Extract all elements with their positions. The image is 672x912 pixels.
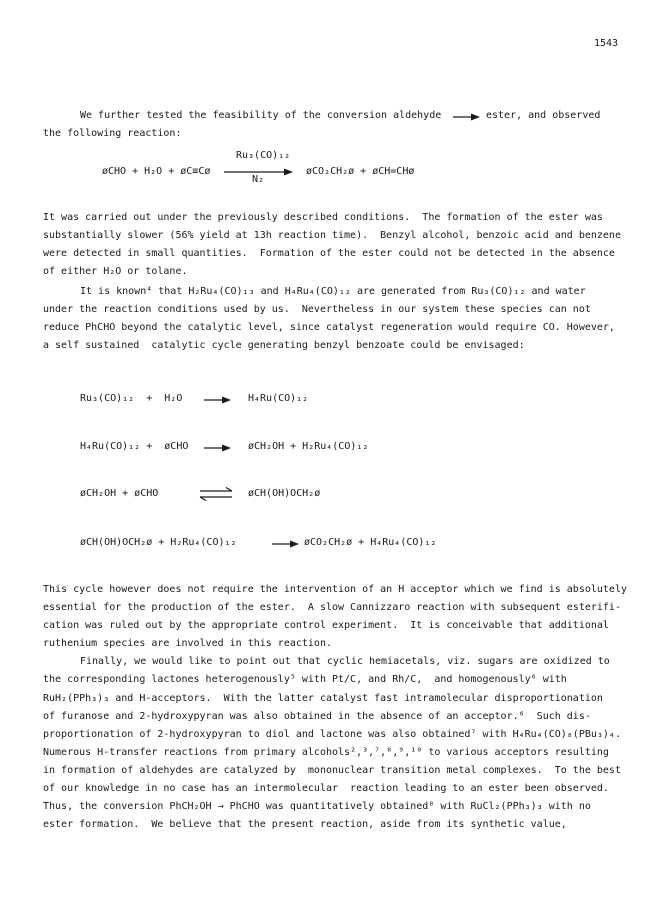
cycle-step-1-arrow-icon <box>204 396 232 404</box>
equilibrium-arrow-icon <box>198 487 234 501</box>
para2-line: reduce PhCHO beyond the catalytic level, since catalyst regeneration would require CO. However, <box>43 322 615 333</box>
para1-line: substantially slower (56% yield at 13h reaction time). Benzyl alcohol, benzoic acid and benzene <box>43 230 621 241</box>
page-number: 1543 <box>594 38 619 49</box>
reaction1-catalyst-top: Ru₃(CO)₁₂ <box>236 150 291 161</box>
intro-line-2: the following reaction: <box>43 128 182 139</box>
para2-line: under the reaction conditions used by us. Nevertheless in our system these species can not <box>43 304 591 315</box>
para3-line: ruthenium species are involved in this reaction. <box>43 638 332 649</box>
para4-line: ester formation. We believe that the present reaction, aside from its synthetic value, <box>43 819 567 830</box>
cycle-step-3-right: øCH(OH)OCH₂ø <box>248 488 321 499</box>
para3-line: This cycle however does not require the intervention of an H acceptor which we find is absolutely <box>43 584 627 595</box>
cycle-step-2-left: H₄Ru(CO)₁₂ + øCHO <box>80 441 189 452</box>
cycle-step-1-left: Ru₃(CO)₁₂ + H₂O <box>80 393 183 404</box>
reaction1-catalyst-bottom: N₂ <box>252 174 265 185</box>
para4-line: the corresponding lactones heterogenously⁵ with Pt/C, and Rh/C, and homogenously⁶ with <box>43 674 567 685</box>
para4-line: Thus, the conversion PhCH₂OH → PhCHO was quantitatively obtained⁸ with RuCl₂(PPh₃)₃ with no <box>43 801 591 812</box>
para4-line: proportionation of 2-hydroxypyran to diol and lactone was also obtained⁷ with H₄Ru₄(CO)₈(PBu₃)₄. <box>43 729 621 740</box>
cycle-step-2-arrow-icon <box>204 444 232 452</box>
cycle-step-2-right: øCH₂OH + H₂Ru₄(CO)₁₂ <box>248 441 369 452</box>
para4-line: in formation of aldehydes are catalyzed by mononuclear transition metal complexes. To the best <box>43 765 621 776</box>
reaction1-left: øCHO + H₂O + øC≡Cø <box>102 166 211 177</box>
para1-line: of either H₂O or tolane. <box>43 266 188 277</box>
para4-line: of furanose and 2-hydroxypyran was also obtained in the absence of an acceptor.⁶ Such dis- <box>43 711 591 722</box>
para4-line: Numerous H-transfer reactions from primary alcohols²,³,⁷,⁸,⁹,¹⁰ to various acceptors resulting <box>43 747 609 758</box>
reaction1-right: øCO₂CH₂ø + øCH=CHø <box>306 166 415 177</box>
right-arrow-icon <box>453 113 481 121</box>
intro-line-1-end: ester, and observed <box>486 110 601 121</box>
para3-line: essential for the production of the ester. A slow Cannizzaro reaction with subsequent esterifi- <box>43 602 621 613</box>
para3-line: cation was ruled out by the appropriate control experiment. It is conceivable that additional <box>43 620 609 631</box>
para4-line: of our knowledge in no case has an intermolecular reaction leading to an ester been observed. <box>43 783 609 794</box>
para2-line: a self sustained catalytic cycle generating benzyl benzoate could be envisaged: <box>43 340 525 351</box>
para2-line: It is known⁴ that H₂Ru₄(CO)₁₃ and H₄Ru₄(CO)₁₂ are generated from Ru₃(CO)₁₂ and water <box>80 286 586 297</box>
para4-line: Finally, we would like to point out that cyclic hemiacetals, viz. sugars are oxidized to <box>80 656 610 667</box>
cycle-step-1-right: H₄Ru(CO)₁₂ <box>248 393 309 404</box>
cycle-step-4-right: øCO₂CH₂ø + H₄Ru₄(CO)₁₂ <box>304 537 437 548</box>
para4-line: RuH₂(PPh₃)₃ and H-acceptors. With the latter catalyst fast intramolecular disproportionation <box>43 693 603 704</box>
para1-line: were detected in small quantities. Formation of the ester could not be detected in the absence <box>43 248 615 259</box>
cycle-step-4-left: øCH(OH)OCH₂ø + H₂Ru₄(CO)₁₂ <box>80 537 237 548</box>
cycle-step-4-arrow-icon <box>272 540 300 548</box>
intro-line-1: We further tested the feasibility of the conversion aldehyde <box>80 110 442 121</box>
cycle-step-3-left: øCH₂OH + øCHO <box>80 488 159 499</box>
para1-line: It was carried out under the previously described conditions. The formation of the ester was <box>43 212 603 223</box>
